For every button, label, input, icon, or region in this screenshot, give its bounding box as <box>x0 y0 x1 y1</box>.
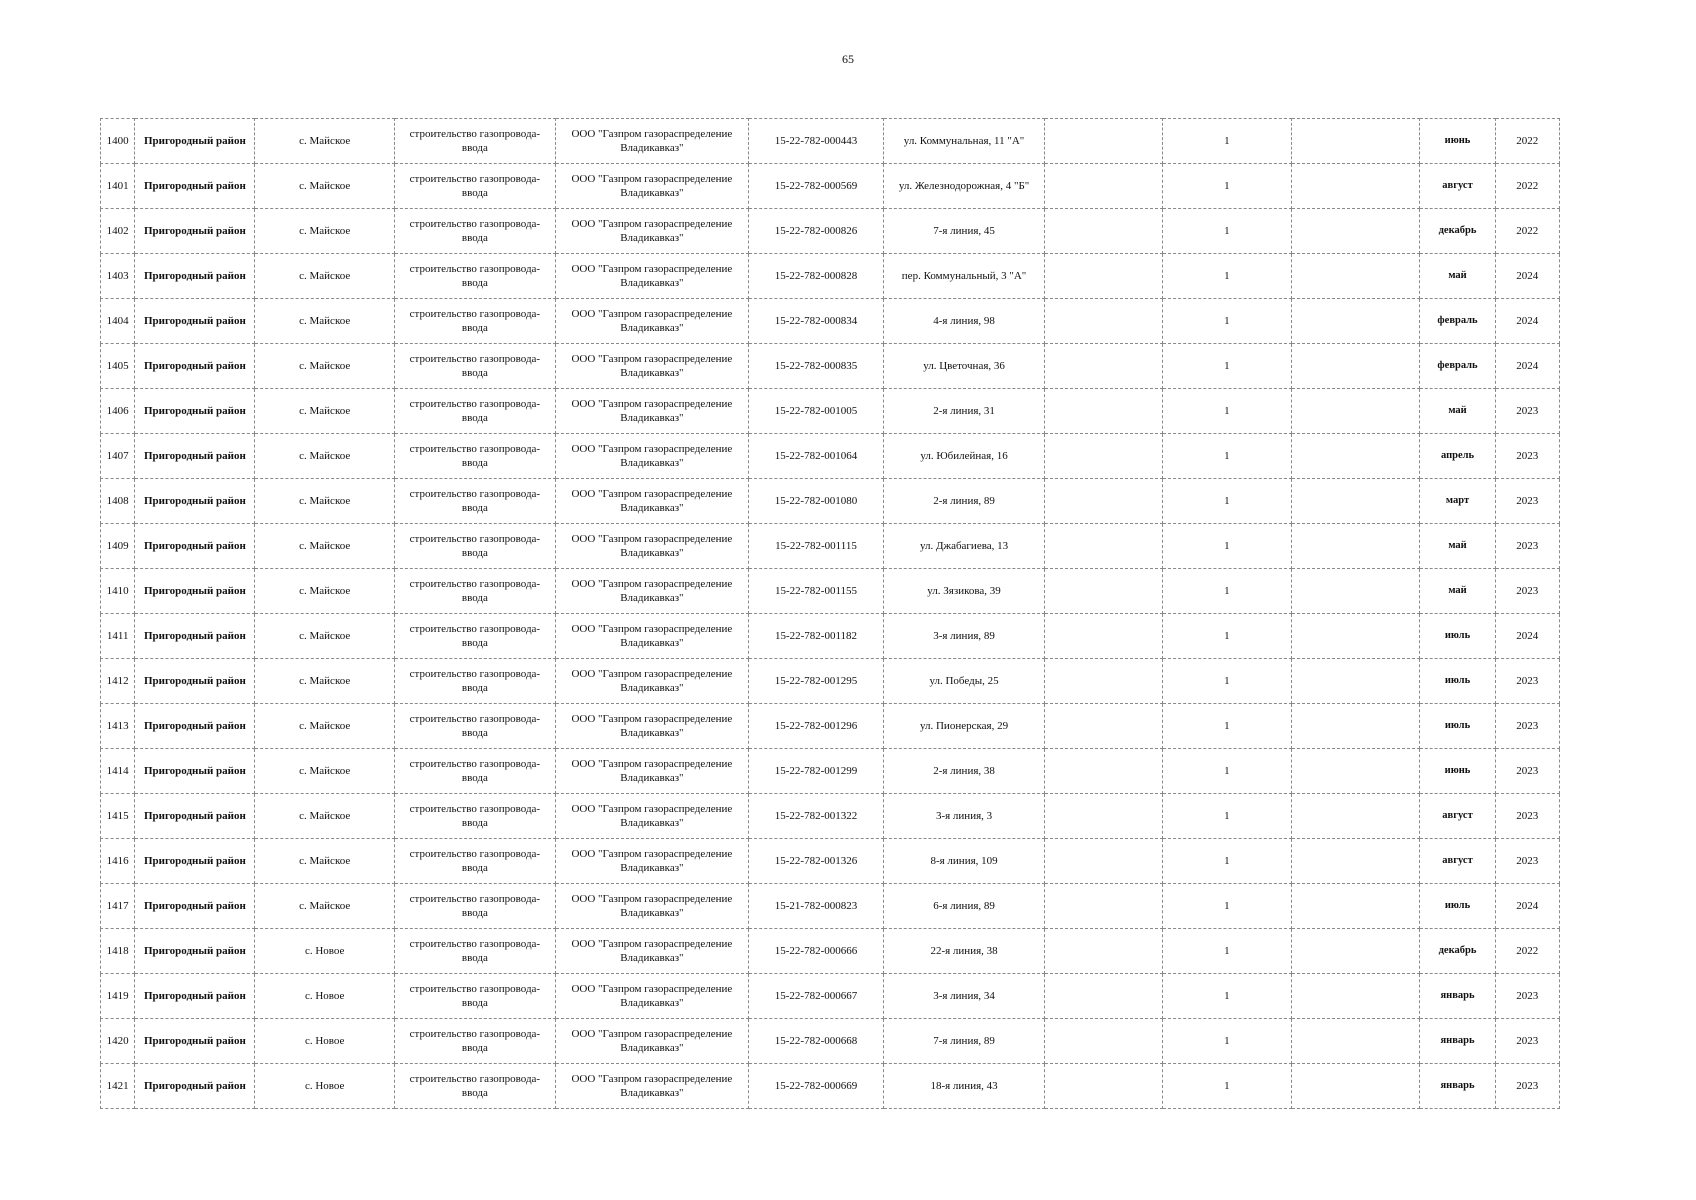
table-row <box>101 884 1560 929</box>
row-number: 1400 <box>101 119 135 164</box>
district-cell: Пригородный район <box>135 974 255 1019</box>
quantity-cell: 1 <box>1163 704 1292 749</box>
month-cell: апрель <box>1420 434 1495 479</box>
quantity-cell: 1 <box>1163 434 1292 479</box>
address-cell: ул. Железнодорожная, 4 "Б" <box>884 164 1045 209</box>
quantity-cell: 1 <box>1163 569 1292 614</box>
village-cell: с. Новое <box>255 974 394 1019</box>
row-number: 1417 <box>101 884 135 929</box>
organization-cell: ООО "Газпром газораспределение Владикавказ" <box>555 659 748 704</box>
table-row <box>101 389 1560 434</box>
quantity-cell: 1 <box>1163 974 1292 1019</box>
work-type-cell: строительство газопровода-ввода <box>394 299 555 344</box>
work-type-cell: строительство газопровода-ввода <box>394 794 555 839</box>
village-cell: с. Майское <box>255 794 394 839</box>
application-code-cell: 15-22-782-001299 <box>748 749 883 794</box>
table-row <box>101 1019 1560 1064</box>
table-row <box>101 254 1560 299</box>
empty-cell <box>1291 479 1420 524</box>
month-cell: январь <box>1420 974 1495 1019</box>
district-cell: Пригородный район <box>135 389 255 434</box>
registry-body <box>101 119 1560 1109</box>
empty-cell <box>1045 884 1163 929</box>
row-number: 1403 <box>101 254 135 299</box>
year-cell: 2024 <box>1495 299 1559 344</box>
work-type-cell: строительство газопровода-ввода <box>394 749 555 794</box>
village-cell: с. Майское <box>255 749 394 794</box>
address-cell: 22-я линия, 38 <box>884 929 1045 974</box>
empty-cell <box>1291 659 1420 704</box>
empty-cell <box>1291 209 1420 254</box>
row-number: 1413 <box>101 704 135 749</box>
organization-cell: ООО "Газпром газораспределение Владикавказ" <box>555 344 748 389</box>
district-cell: Пригородный район <box>135 749 255 794</box>
row-number: 1415 <box>101 794 135 839</box>
district-cell: Пригородный район <box>135 254 255 299</box>
organization-cell: ООО "Газпром газораспределение Владикавказ" <box>555 614 748 659</box>
village-cell: с. Майское <box>255 389 394 434</box>
month-cell: декабрь <box>1420 929 1495 974</box>
row-number: 1421 <box>101 1064 135 1109</box>
address-cell: 2-я линия, 31 <box>884 389 1045 434</box>
table-row <box>101 344 1560 389</box>
empty-cell <box>1045 659 1163 704</box>
empty-cell <box>1291 299 1420 344</box>
empty-cell <box>1291 884 1420 929</box>
empty-cell <box>1045 974 1163 1019</box>
registry-table <box>100 118 1560 1109</box>
village-cell: с. Майское <box>255 299 394 344</box>
organization-cell: ООО "Газпром газораспределение Владикавказ" <box>555 524 748 569</box>
empty-cell <box>1045 209 1163 254</box>
work-type-cell: строительство газопровода-ввода <box>394 344 555 389</box>
year-cell: 2023 <box>1495 794 1559 839</box>
organization-cell: ООО "Газпром газораспределение Владикавказ" <box>555 254 748 299</box>
application-code-cell: 15-22-782-000834 <box>748 299 883 344</box>
application-code-cell: 15-22-782-001005 <box>748 389 883 434</box>
application-code-cell: 15-22-782-001326 <box>748 839 883 884</box>
quantity-cell: 1 <box>1163 119 1292 164</box>
table-row <box>101 164 1560 209</box>
address-cell: 8-я линия, 109 <box>884 839 1045 884</box>
district-cell: Пригородный район <box>135 524 255 569</box>
empty-cell <box>1291 1064 1420 1109</box>
work-type-cell: строительство газопровода-ввода <box>394 974 555 1019</box>
row-number: 1409 <box>101 524 135 569</box>
district-cell: Пригородный район <box>135 704 255 749</box>
organization-cell: ООО "Газпром газораспределение Владикавказ" <box>555 839 748 884</box>
application-code-cell: 15-22-782-001296 <box>748 704 883 749</box>
village-cell: с. Майское <box>255 119 394 164</box>
empty-cell <box>1045 614 1163 659</box>
month-cell: декабрь <box>1420 209 1495 254</box>
year-cell: 2024 <box>1495 344 1559 389</box>
year-cell: 2023 <box>1495 479 1559 524</box>
work-type-cell: строительство газопровода-ввода <box>394 389 555 434</box>
table-row <box>101 749 1560 794</box>
village-cell: с. Майское <box>255 524 394 569</box>
organization-cell: ООО "Газпром газораспределение Владикавказ" <box>555 1064 748 1109</box>
table-row <box>101 119 1560 164</box>
month-cell: август <box>1420 794 1495 839</box>
address-cell: 6-я линия, 89 <box>884 884 1045 929</box>
work-type-cell: строительство газопровода-ввода <box>394 434 555 479</box>
village-cell: с. Майское <box>255 839 394 884</box>
row-number: 1410 <box>101 569 135 614</box>
district-cell: Пригородный район <box>135 479 255 524</box>
village-cell: с. Майское <box>255 659 394 704</box>
work-type-cell: строительство газопровода-ввода <box>394 569 555 614</box>
quantity-cell: 1 <box>1163 659 1292 704</box>
empty-cell <box>1291 614 1420 659</box>
year-cell: 2022 <box>1495 209 1559 254</box>
month-cell: май <box>1420 569 1495 614</box>
month-cell: июль <box>1420 704 1495 749</box>
work-type-cell: строительство газопровода-ввода <box>394 704 555 749</box>
organization-cell: ООО "Газпром газораспределение Владикавказ" <box>555 119 748 164</box>
village-cell: с. Майское <box>255 884 394 929</box>
organization-cell: ООО "Газпром газораспределение Владикавказ" <box>555 209 748 254</box>
table-row <box>101 209 1560 254</box>
village-cell: с. Майское <box>255 704 394 749</box>
work-type-cell: строительство газопровода-ввода <box>394 839 555 884</box>
table-row <box>101 974 1560 1019</box>
table-row <box>101 704 1560 749</box>
quantity-cell: 1 <box>1163 1064 1292 1109</box>
application-code-cell: 15-22-782-001080 <box>748 479 883 524</box>
district-cell: Пригородный район <box>135 794 255 839</box>
table-row <box>101 434 1560 479</box>
quantity-cell: 1 <box>1163 884 1292 929</box>
row-number: 1404 <box>101 299 135 344</box>
work-type-cell: строительство газопровода-ввода <box>394 119 555 164</box>
village-cell: с. Майское <box>255 479 394 524</box>
village-cell: с. Новое <box>255 1019 394 1064</box>
application-code-cell: 15-22-782-000668 <box>748 1019 883 1064</box>
organization-cell: ООО "Газпром газораспределение Владикавказ" <box>555 389 748 434</box>
empty-cell <box>1045 344 1163 389</box>
month-cell: январь <box>1420 1064 1495 1109</box>
district-cell: Пригородный район <box>135 164 255 209</box>
organization-cell: ООО "Газпром газораспределение Владикавказ" <box>555 434 748 479</box>
month-cell: июль <box>1420 614 1495 659</box>
row-number: 1418 <box>101 929 135 974</box>
empty-cell <box>1045 119 1163 164</box>
month-cell: март <box>1420 479 1495 524</box>
year-cell: 2022 <box>1495 119 1559 164</box>
empty-cell <box>1045 1019 1163 1064</box>
empty-cell <box>1291 254 1420 299</box>
empty-cell <box>1291 974 1420 1019</box>
empty-cell <box>1291 929 1420 974</box>
month-cell: май <box>1420 389 1495 434</box>
address-cell: 2-я линия, 38 <box>884 749 1045 794</box>
month-cell: август <box>1420 839 1495 884</box>
village-cell: с. Майское <box>255 209 394 254</box>
year-cell: 2024 <box>1495 614 1559 659</box>
quantity-cell: 1 <box>1163 164 1292 209</box>
empty-cell <box>1045 749 1163 794</box>
month-cell: февраль <box>1420 299 1495 344</box>
district-cell: Пригородный район <box>135 1019 255 1064</box>
table-row <box>101 1064 1560 1109</box>
table-row <box>101 569 1560 614</box>
row-number: 1408 <box>101 479 135 524</box>
year-cell: 2023 <box>1495 749 1559 794</box>
application-code-cell: 15-22-782-001064 <box>748 434 883 479</box>
empty-cell <box>1045 254 1163 299</box>
year-cell: 2022 <box>1495 164 1559 209</box>
quantity-cell: 1 <box>1163 524 1292 569</box>
district-cell: Пригородный район <box>135 209 255 254</box>
organization-cell: ООО "Газпром газораспределение Владикавказ" <box>555 929 748 974</box>
table-row <box>101 614 1560 659</box>
organization-cell: ООО "Газпром газораспределение Владикавказ" <box>555 794 748 839</box>
district-cell: Пригородный район <box>135 569 255 614</box>
row-number: 1419 <box>101 974 135 1019</box>
address-cell: 7-я линия, 89 <box>884 1019 1045 1064</box>
empty-cell <box>1045 434 1163 479</box>
row-number: 1405 <box>101 344 135 389</box>
district-cell: Пригородный район <box>135 839 255 884</box>
empty-cell <box>1291 569 1420 614</box>
table-row <box>101 659 1560 704</box>
address-cell: 3-я линия, 89 <box>884 614 1045 659</box>
village-cell: с. Майское <box>255 569 394 614</box>
empty-cell <box>1291 704 1420 749</box>
page-number: 65 <box>842 52 854 66</box>
empty-cell <box>1045 1064 1163 1109</box>
address-cell: ул. Джабагиева, 13 <box>884 524 1045 569</box>
year-cell: 2023 <box>1495 974 1559 1019</box>
village-cell: с. Майское <box>255 614 394 659</box>
district-cell: Пригородный район <box>135 929 255 974</box>
table-row <box>101 839 1560 884</box>
work-type-cell: строительство газопровода-ввода <box>394 254 555 299</box>
application-code-cell: 15-22-782-000828 <box>748 254 883 299</box>
work-type-cell: строительство газопровода-ввода <box>394 659 555 704</box>
work-type-cell: строительство газопровода-ввода <box>394 524 555 569</box>
organization-cell: ООО "Газпром газораспределение Владикавказ" <box>555 164 748 209</box>
village-cell: с. Майское <box>255 164 394 209</box>
quantity-cell: 1 <box>1163 389 1292 434</box>
district-cell: Пригородный район <box>135 299 255 344</box>
address-cell: 7-я линия, 45 <box>884 209 1045 254</box>
month-cell: февраль <box>1420 344 1495 389</box>
row-number: 1414 <box>101 749 135 794</box>
address-cell: пер. Коммунальный, 3 "А" <box>884 254 1045 299</box>
table-row <box>101 524 1560 569</box>
row-number: 1406 <box>101 389 135 434</box>
application-code-cell: 15-22-782-000569 <box>748 164 883 209</box>
address-cell: 18-я линия, 43 <box>884 1064 1045 1109</box>
year-cell: 2022 <box>1495 929 1559 974</box>
work-type-cell: строительство газопровода-ввода <box>394 614 555 659</box>
work-type-cell: строительство газопровода-ввода <box>394 1064 555 1109</box>
application-code-cell: 15-22-782-000669 <box>748 1064 883 1109</box>
month-cell: июнь <box>1420 119 1495 164</box>
work-type-cell: строительство газопровода-ввода <box>394 479 555 524</box>
table-row <box>101 794 1560 839</box>
address-cell: ул. Пионерская, 29 <box>884 704 1045 749</box>
organization-cell: ООО "Газпром газораспределение Владикавказ" <box>555 1019 748 1064</box>
row-number: 1420 <box>101 1019 135 1064</box>
work-type-cell: строительство газопровода-ввода <box>394 884 555 929</box>
month-cell: июнь <box>1420 749 1495 794</box>
address-cell: ул. Цветочная, 36 <box>884 344 1045 389</box>
quantity-cell: 1 <box>1163 254 1292 299</box>
empty-cell <box>1045 929 1163 974</box>
row-number: 1402 <box>101 209 135 254</box>
district-cell: Пригородный район <box>135 344 255 389</box>
empty-cell <box>1045 794 1163 839</box>
quantity-cell: 1 <box>1163 839 1292 884</box>
district-cell: Пригородный район <box>135 884 255 929</box>
village-cell: с. Новое <box>255 1064 394 1109</box>
quantity-cell: 1 <box>1163 929 1292 974</box>
year-cell: 2023 <box>1495 434 1559 479</box>
empty-cell <box>1045 839 1163 884</box>
address-cell: ул. Зязикова, 39 <box>884 569 1045 614</box>
district-cell: Пригородный район <box>135 434 255 479</box>
row-number: 1401 <box>101 164 135 209</box>
application-code-cell: 15-22-782-000666 <box>748 929 883 974</box>
row-number: 1407 <box>101 434 135 479</box>
empty-cell <box>1045 389 1163 434</box>
village-cell: с. Майское <box>255 434 394 479</box>
month-cell: май <box>1420 524 1495 569</box>
year-cell: 2023 <box>1495 704 1559 749</box>
district-cell: Пригородный район <box>135 614 255 659</box>
address-cell: 3-я линия, 3 <box>884 794 1045 839</box>
application-code-cell: 15-22-782-001115 <box>748 524 883 569</box>
quantity-cell: 1 <box>1163 299 1292 344</box>
month-cell: май <box>1420 254 1495 299</box>
organization-cell: ООО "Газпром газораспределение Владикавказ" <box>555 884 748 929</box>
address-cell: ул. Коммунальная, 11 "А" <box>884 119 1045 164</box>
address-cell: 3-я линия, 34 <box>884 974 1045 1019</box>
empty-cell <box>1045 704 1163 749</box>
quantity-cell: 1 <box>1163 614 1292 659</box>
address-cell: 4-я линия, 98 <box>884 299 1045 344</box>
organization-cell: ООО "Газпром газораспределение Владикавказ" <box>555 749 748 794</box>
year-cell: 2023 <box>1495 1064 1559 1109</box>
district-cell: Пригородный район <box>135 659 255 704</box>
address-cell: ул. Победы, 25 <box>884 659 1045 704</box>
empty-cell <box>1291 389 1420 434</box>
application-code-cell: 15-22-782-000667 <box>748 974 883 1019</box>
application-code-cell: 15-21-782-000823 <box>748 884 883 929</box>
village-cell: с. Майское <box>255 254 394 299</box>
empty-cell <box>1291 434 1420 479</box>
empty-cell <box>1291 794 1420 839</box>
quantity-cell: 1 <box>1163 344 1292 389</box>
empty-cell <box>1045 164 1163 209</box>
empty-cell <box>1291 839 1420 884</box>
application-code-cell: 15-22-782-001322 <box>748 794 883 839</box>
quantity-cell: 1 <box>1163 1019 1292 1064</box>
work-type-cell: строительство газопровода-ввода <box>394 1019 555 1064</box>
year-cell: 2023 <box>1495 569 1559 614</box>
work-type-cell: строительство газопровода-ввода <box>394 164 555 209</box>
empty-cell <box>1291 119 1420 164</box>
empty-cell <box>1291 164 1420 209</box>
empty-cell <box>1291 524 1420 569</box>
application-code-cell: 15-22-782-000443 <box>748 119 883 164</box>
table-row <box>101 299 1560 344</box>
row-number: 1411 <box>101 614 135 659</box>
application-code-cell: 15-22-782-000835 <box>748 344 883 389</box>
empty-cell <box>1045 524 1163 569</box>
year-cell: 2024 <box>1495 254 1559 299</box>
address-cell: 2-я линия, 89 <box>884 479 1045 524</box>
quantity-cell: 1 <box>1163 479 1292 524</box>
organization-cell: ООО "Газпром газораспределение Владикавказ" <box>555 299 748 344</box>
village-cell: с. Новое <box>255 929 394 974</box>
row-number: 1412 <box>101 659 135 704</box>
work-type-cell: строительство газопровода-ввода <box>394 209 555 254</box>
empty-cell <box>1291 1019 1420 1064</box>
application-code-cell: 15-22-782-001155 <box>748 569 883 614</box>
year-cell: 2023 <box>1495 524 1559 569</box>
month-cell: июль <box>1420 884 1495 929</box>
year-cell: 2024 <box>1495 884 1559 929</box>
organization-cell: ООО "Газпром газораспределение Владикавказ" <box>555 569 748 614</box>
application-code-cell: 15-22-782-001295 <box>748 659 883 704</box>
table-row <box>101 929 1560 974</box>
quantity-cell: 1 <box>1163 749 1292 794</box>
year-cell: 2023 <box>1495 659 1559 704</box>
application-code-cell: 15-22-782-000826 <box>748 209 883 254</box>
month-cell: июль <box>1420 659 1495 704</box>
month-cell: январь <box>1420 1019 1495 1064</box>
empty-cell <box>1291 749 1420 794</box>
address-cell: ул. Юбилейная, 16 <box>884 434 1045 479</box>
organization-cell: ООО "Газпром газораспределение Владикавказ" <box>555 479 748 524</box>
empty-cell <box>1291 344 1420 389</box>
application-code-cell: 15-22-782-001182 <box>748 614 883 659</box>
organization-cell: ООО "Газпром газораспределение Владикавказ" <box>555 974 748 1019</box>
quantity-cell: 1 <box>1163 209 1292 254</box>
month-cell: август <box>1420 164 1495 209</box>
year-cell: 2023 <box>1495 839 1559 884</box>
empty-cell <box>1045 569 1163 614</box>
village-cell: с. Майское <box>255 344 394 389</box>
row-number: 1416 <box>101 839 135 884</box>
empty-cell <box>1045 299 1163 344</box>
empty-cell <box>1045 479 1163 524</box>
table-row <box>101 479 1560 524</box>
year-cell: 2023 <box>1495 389 1559 434</box>
district-cell: Пригородный район <box>135 1064 255 1109</box>
quantity-cell: 1 <box>1163 794 1292 839</box>
organization-cell: ООО "Газпром газораспределение Владикавказ" <box>555 704 748 749</box>
work-type-cell: строительство газопровода-ввода <box>394 929 555 974</box>
district-cell: Пригородный район <box>135 119 255 164</box>
year-cell: 2023 <box>1495 1019 1559 1064</box>
